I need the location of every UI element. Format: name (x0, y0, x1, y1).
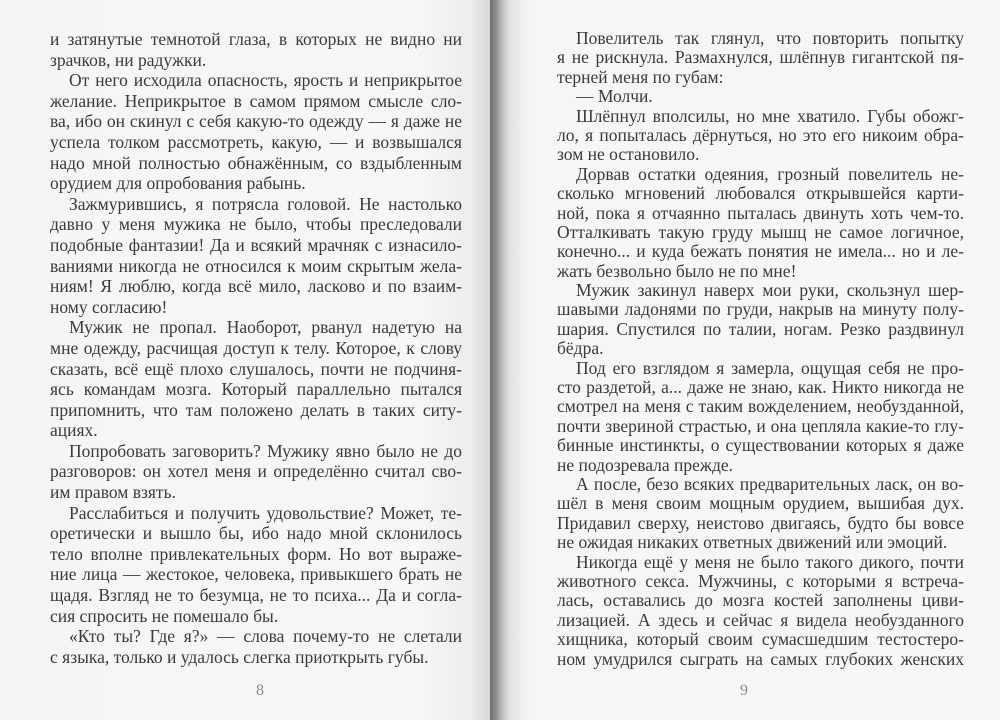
text-line: лась, оставались до мозга костей заполнены циви- (557, 590, 964, 611)
text-line: успела толком рассмотреть, какую, — и возвышался (50, 131, 462, 152)
text-line: шавыми ладонями по груди, накрыв на минуту полу- (557, 299, 964, 320)
text-line: ясь командам мозга. Который параллельно пытался (50, 379, 462, 400)
text-line: Расслабиться и получить удовольствие? Может, те- (69, 502, 462, 523)
text-line: Отталкивать такую груду мышц не самое логичное, (557, 221, 964, 242)
text-line: ва, ибо он скинул с себя какую-то одежду — я даже не (50, 111, 462, 132)
text-line: щадя. Взгляд не то безумца, не то психа... Да и согла- (50, 585, 462, 606)
right-page-text (557, 29, 964, 669)
text-line: конечно... и куда бежать понятия не имела... но и ле- (557, 241, 964, 262)
text-line: Дорвав остатки одеяния, грозный повелитель не- (576, 163, 964, 184)
text-line: смотрел на меня с таким вожделением, необузданной, (557, 396, 964, 417)
text-line: бинные инстинкты, о существовании которых я даже (557, 435, 964, 456)
text-line: почти звериной страстью, и она цепляла какие-то глу- (557, 415, 964, 436)
text-line: оретически и вышло бы, ибо надо мной склонилось (50, 523, 462, 544)
text-line: ациях. (50, 420, 98, 441)
text-line: А после, безо всяких предварительных ласк, он во- (576, 473, 964, 494)
text-line: хищника, который своим сумасшедшим тестостеро- (557, 629, 964, 650)
text-line: Никогда ещё у меня не было такого дикого, почти (576, 551, 964, 572)
text-line: сия спросить не помешало бы. (50, 605, 279, 626)
text-line: шёл в меня своим мощным орудием, вышибая дух. (557, 493, 964, 514)
text-line: Зажмурившись, я потрясла головой. Не настолько (69, 193, 462, 214)
text-line: — Молчи. (576, 86, 653, 107)
text-line: тело вполне привлекательных форм. Но вот выраже- (50, 543, 462, 564)
text-line: сколько мгновений любовался открывшейся карти- (557, 183, 964, 204)
left-page (0, 0, 490, 720)
text-line: бёдра. (557, 338, 604, 359)
text-line: Повелитель так глянул, что повторить попытку (576, 28, 964, 48)
text-line: Мужик не пропал. Наоборот, рванул надетую на (69, 317, 462, 338)
text-line: Под его взглядом я замерла, ощущая себя не про- (576, 357, 964, 378)
text-line: сто раздетой, а... даже не знаю, как. Никто никогда не (557, 377, 964, 398)
text-line: подобные фантазии! Да и всякий мрачняк с изнасило- (50, 234, 462, 255)
text-line: припомнить, что там положено делать в таких ситу- (50, 399, 462, 420)
text-line: лизацией. А здесь и сейчас я видела необузданного (557, 609, 964, 630)
page-number: 8 (256, 682, 264, 699)
text-line: животного секса. Мужчины, с которыми я встреча- (557, 570, 964, 591)
text-line: не ожидая никаких ответных движений или эмоций. (557, 532, 948, 553)
text-line: ло, я попыталась дёрнуться, но это его никоим обра- (557, 124, 964, 145)
text-line: ваниями никогда не относился к моим скрытым жела- (50, 255, 462, 276)
text-line: я не рискнула. Размахнулся, шлёпнув гигантской пя- (557, 47, 964, 68)
text-line: зом не остановило. (557, 144, 700, 165)
text-line: ном умудрился сыграть на самых глубоких женских (557, 648, 964, 669)
text-line: «Кто ты? Где я?» — слова почему-то не слетали (69, 626, 462, 647)
text-line: жать безвольно было не по мне! (557, 260, 797, 281)
text-line: ному согласию! (50, 296, 168, 317)
page-number: 9 (740, 682, 748, 699)
text-line: зрачков, ни радужки. (50, 49, 207, 70)
text-line: надо мной полностью обнажённым, со вздыбленным (50, 152, 462, 173)
text-line: мне одежду, расчищая доступ к телу. Которое, к слову (50, 337, 462, 358)
text-line: Мужик закинул наверх мои руки, скользнул шер- (576, 280, 964, 301)
right-page (490, 0, 1000, 720)
text-line: сказать, всё ещё плохо слушалось, почти не подчиня- (50, 358, 462, 379)
text-line: ние лица — жестокое, человека, привыкшего брать не (50, 564, 462, 585)
text-line: терней меня по губам: (557, 66, 724, 87)
text-line: Придавил сверху, неистово двигаясь, будто бы вовсе (557, 512, 964, 533)
text-line: им правом взять. (50, 482, 176, 503)
text-line: Шлёпнул вполсилы, но мне хватило. Губы обожг- (576, 105, 964, 126)
text-line: От него исходила опасность, ярость и неприкрытое (69, 70, 462, 91)
text-line: шария. Спустился по талии, ногам. Резко раздвинул (557, 318, 964, 339)
text-line: орудием для опробования рабынь. (50, 173, 306, 194)
text-line: давно у меня мужика не было, чтобы преследовали (50, 214, 462, 235)
text-line: желание. Неприкрытое в самом прямом смысле сло- (50, 90, 462, 111)
text-line: Попробовать заговорить? Мужику явно было не до (69, 440, 462, 461)
left-page-text (50, 29, 462, 667)
text-line: не подозревала прежде. (557, 454, 734, 475)
text-line: ной, пока я отчаянно пыталась двинуть хоть чем-то. (557, 202, 964, 223)
text-line: разговоров: он хотел меня и определённо считал сво- (50, 461, 462, 482)
text-line: с языка, только и удалось слегка приоткрыть губы. (50, 646, 429, 667)
text-line: ниям! Я люблю, когда всё мило, ласково и по взаим- (50, 276, 462, 297)
text-line: и затянутые темнотой глаза, в которых не видно ни (50, 29, 462, 49)
